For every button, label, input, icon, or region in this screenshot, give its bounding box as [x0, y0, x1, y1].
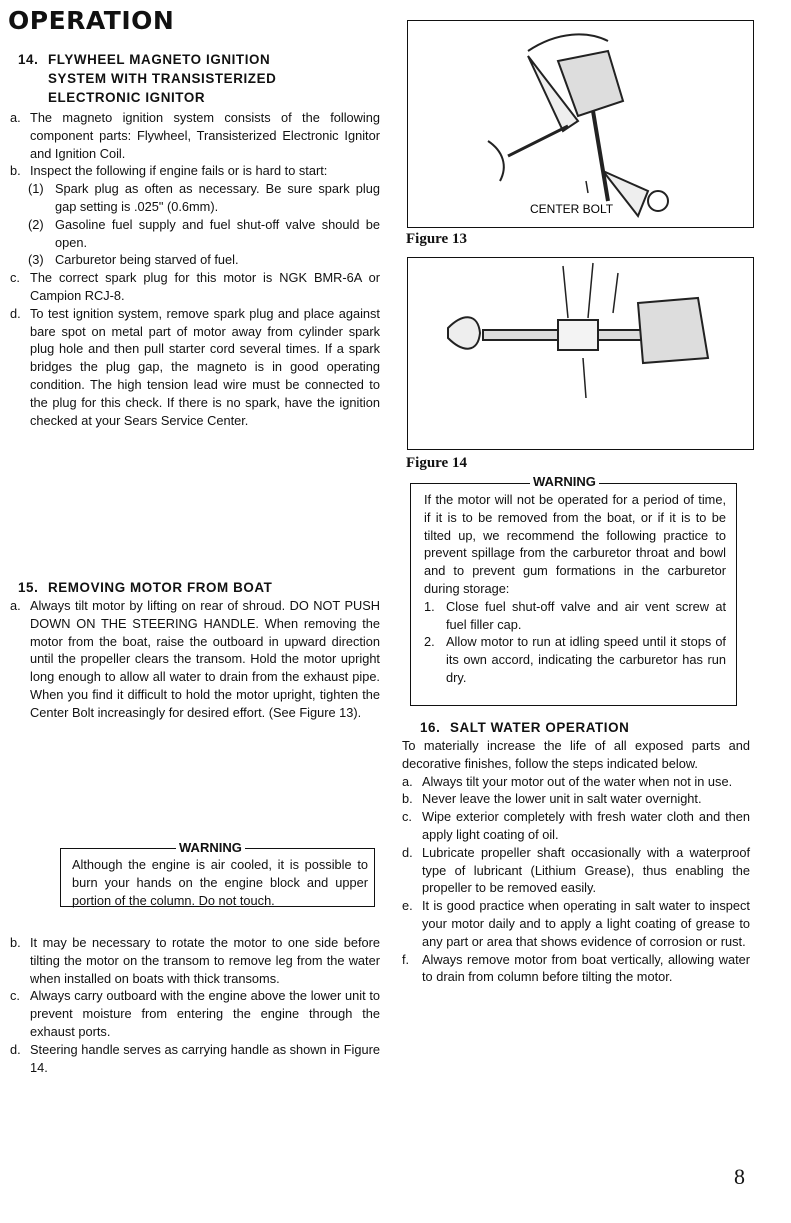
figure-14-caption: Figure 14	[406, 455, 467, 471]
center-bolt-label: CENTER BOLT	[530, 202, 614, 216]
section-14-title: 14. FLYWHEEL MAGNETO IGNITION SYSTEM WITH TRANSISTERIZED ELECTRONIC IGNITOR	[18, 52, 277, 105]
figure-13-illustration	[408, 21, 753, 227]
section-15	[10, 578, 380, 722]
section-14-item-b: b. Inspect the following if engine fails or is hard to start:	[10, 163, 328, 179]
section-16-item-a: a. Always tilt your motor out of the water when not in use.	[402, 773, 733, 789]
section-14-item-b1: (1) Spark plug as often as necessary. Be sure spark plug gap setting is .025" (0.6mm).	[28, 181, 380, 214]
warning-storage-item-1: 1. Close fuel shut-off valve and air vent screw at fuel filler cap.	[424, 598, 726, 632]
section-16-item-d: d. Lubricate propeller shaft occasionally with a waterproof type of lubricant (Lithium Grease), thus enabling the propeller to be removed easily.	[402, 844, 750, 896]
figure-13-frame	[407, 20, 754, 228]
section-16-item-b: b. Never leave the lower unit in salt water overnight.	[402, 791, 702, 807]
figure-14-illustration	[408, 258, 753, 449]
section-16-item-c: c. Wipe exterior completely with fresh water cloth and then apply light coating of oil.	[402, 809, 750, 842]
section-16-intro: To materially increase the life of all exposed parts and decorative finishes, follow the steps indicated below.	[402, 738, 750, 771]
section-14-item-d: d. To test ignition system, remove spark plug and place against bare spot on metal part of motor away from cylinder spark plug hole and then pull starter cord several times. If a spark bridges the plug gap, the magneto is in good operating condition. The high tension lead wire must be connected to the plug for this check. If there is no spark, have the ignition checked at your Sears Service Center.	[10, 305, 380, 428]
section-16-item-e: e. It is good practice when operating in salt water to inspect your motor daily and to apply a light coating of grease to any part or area that shows evidence of corrosion or rust.	[402, 898, 750, 949]
section-15-item-b: b. It may be necessary to rotate the motor to one side before tilting the motor on the transom to remove leg from the water when installed on boats with thick transoms.	[10, 935, 380, 986]
figure-13-caption: Figure 13	[406, 231, 467, 247]
section-15-item-a: a. Always tilt motor by lifting on rear of shroud. DO NOT PUSH DOWN ON THE STEERING HANDLE. When removing the motor from the boat, raise the outboard in upward direction until the propeller clears the transom. Hold the motor upright long enough to allow all water to drain from the exhaust pipe. When you find it difficult to hold the motor upright, tighten the Center Bolt increasingly for desired effort. (See Figure 13).	[10, 598, 380, 720]
section-14	[10, 50, 380, 429]
warning-storage-intro: If the motor will not be operated for a period of time, if it is to be removed from the boat, or if it is to be tilted up, we recommend the following practice to prevent spillage from the carburetor throat and bowl and to prevent gum formations in the carburetor during storage:	[424, 492, 726, 596]
section-16-item-f: f. Always remove motor from boat vertically, allowing water to drain from column before tilting the motor.	[402, 951, 750, 985]
section-15-item-d: d. Steering handle serves as carrying handle as shown in Figure 14.	[10, 1041, 380, 1075]
section-14-item-c: c. The correct spark plug for this motor is NGK BMR-6A or Campion RCJ-8.	[10, 270, 380, 303]
warning-storage-body	[424, 491, 726, 687]
section-14-item-a: a. The magneto ignition system consists of the following component parts: Flywheel, Transisterized Electronic Ignitor and Ignition Coil.	[10, 110, 380, 161]
warning-storage-item-2: 2. Allow motor to run at idling speed until it stops of its own accord, indicating the carburetor has run dry.	[424, 634, 726, 685]
section-14-item-b3: (3) Carburetor being starved of fuel.	[28, 252, 239, 268]
section-16	[402, 718, 750, 986]
section-16-title: 16. SALT WATER OPERATION	[420, 720, 630, 735]
section-15-item-c: c. Always carry outboard with the engine above the lower unit to prevent moisture from entering the engine through the exhaust ports.	[10, 988, 380, 1039]
page-header: OPERATION	[8, 6, 175, 35]
warning-storage-title: WARNING	[530, 474, 599, 489]
section-15-title: 15. REMOVING MOTOR FROM BOAT	[18, 580, 273, 595]
figure-14-frame	[407, 257, 754, 450]
section-15-continued	[10, 934, 380, 1076]
warning-text: Although the engine is air cooled, it is possible to burn your hands on the engine block and upper portion of the column. Do not touch.	[72, 857, 368, 908]
section-14-item-b2: (2) Gasoline fuel supply and fuel shut-off valve should be open.	[28, 216, 380, 250]
warning-title: WARNING	[176, 840, 245, 855]
page-number: 8	[734, 1164, 745, 1189]
